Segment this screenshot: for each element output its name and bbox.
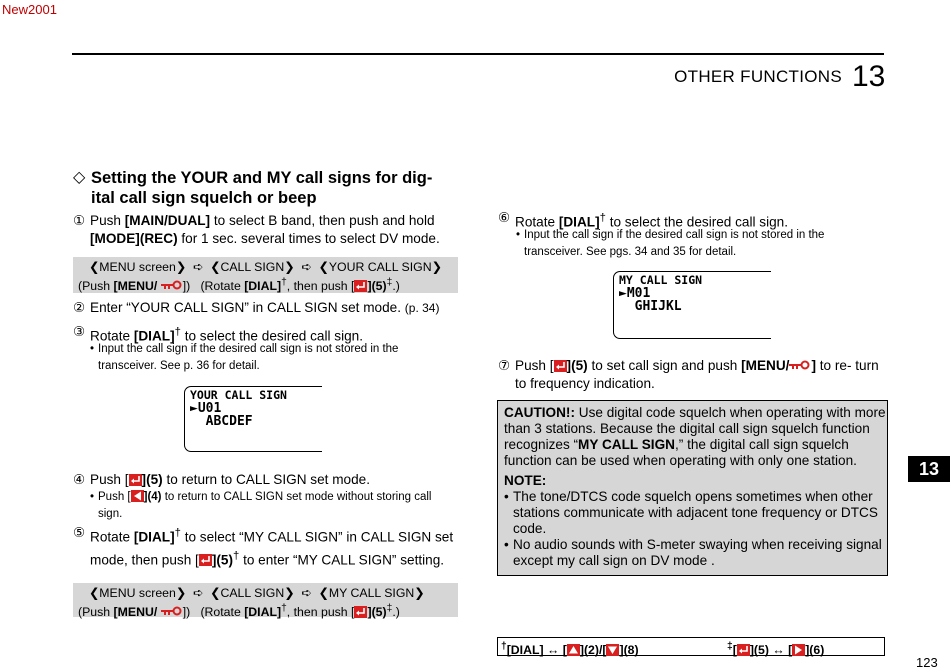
key-lock-icon — [157, 605, 182, 619]
dial-key: [DIAL] — [558, 214, 600, 230]
note-3 — [90, 341, 458, 375]
section-title: OTHER FUNCTIONS — [674, 67, 842, 86]
heading-line-2: ital call sign squelch or beep — [91, 189, 317, 207]
box-text: (Push — [78, 605, 114, 620]
arrow-icon: ➪ — [192, 260, 204, 274]
menu-key: [MENU/ — [113, 605, 158, 620]
legend-text: [ — [562, 643, 567, 658]
caution-bullet — [504, 489, 887, 537]
key-number: ](4) — [143, 491, 162, 503]
lcd-display-my-call-sign — [613, 271, 771, 339]
main-dual-key: [MAIN/DUAL] — [124, 213, 211, 228]
enter-key-icon — [354, 606, 367, 618]
lcd-line-2: ►M01 — [619, 286, 651, 301]
step-number-3: ③ — [73, 324, 86, 339]
caution-box — [497, 400, 888, 576]
caution-bullet — [504, 537, 887, 569]
step-number-7: ⑦ — [498, 358, 511, 373]
step-number-6: ⑥ — [498, 210, 511, 225]
left-arrow-key-icon — [131, 490, 144, 502]
step-2 — [73, 299, 460, 317]
dial-key: [DIAL] — [133, 328, 175, 344]
dagger: † — [501, 641, 507, 652]
step-1 — [73, 212, 460, 248]
dial-key: [DIAL] — [244, 605, 282, 620]
watermark: New2001 — [2, 2, 57, 17]
bullet: • — [90, 343, 95, 355]
step-number-4: ④ — [73, 472, 86, 487]
enter-key-icon — [737, 644, 750, 656]
step-text: to select B band, then push and hold — [210, 213, 435, 228]
right-arrow-key-icon — [792, 644, 805, 656]
arrow-icon: ➪ — [301, 260, 312, 274]
menu-key: [MENU/ — [741, 358, 790, 373]
box-text: ]) — [182, 279, 191, 294]
dagger: † — [281, 603, 287, 614]
key-legend-footer — [497, 637, 885, 656]
arrow-icon: ➪ — [192, 586, 204, 600]
legend-text: [ — [732, 643, 737, 658]
note-6 — [516, 227, 884, 261]
double-dagger: ‡ — [727, 641, 733, 652]
up-arrow-key-icon — [567, 644, 580, 656]
bullet-text: No audio sounds with S-meter swaying when receiving signal except my call sign on DV mode . — [513, 537, 882, 568]
dagger: † — [281, 277, 287, 288]
step-5 — [73, 524, 460, 569]
enter-key-icon — [554, 359, 567, 371]
note-text: Push [ — [98, 491, 131, 503]
box-text: (Rotate — [200, 279, 245, 294]
dial-key: [DIAL] — [244, 279, 282, 294]
lcd-line-3: GHIJKL — [619, 299, 682, 314]
caution-bold: MY CALL SIGN — [578, 437, 675, 452]
bullet: • — [516, 229, 521, 241]
lcd-display-your-call-sign — [184, 386, 322, 452]
menu-path-item: ❮MY CALL SIGN❯ — [318, 586, 425, 600]
key-number: ](5) — [367, 605, 387, 620]
caution-text: Use digital code squelch when operating with more than 3 stations. Because the digital call sign squelch function recognizes “ — [504, 405, 886, 452]
dial-key: [DIAL] — [506, 643, 544, 658]
menu-path-item: ❮MENU screen❯ — [89, 586, 187, 600]
double-arrow-icon: ↔ — [772, 643, 785, 658]
step-text: for 1 sec. several times to select DV mode. — [177, 231, 440, 246]
step-text: to return to CALL SIGN set mode. — [162, 472, 370, 487]
lcd-line-2: ►U01 — [190, 401, 222, 416]
step-4 — [73, 471, 460, 489]
lcd-line-1: MY CALL SIGN — [619, 273, 703, 287]
step-text: Rotate — [515, 214, 559, 230]
menu-path-item: ❮CALL SIGN❯ — [210, 260, 295, 274]
key-number: ](5) — [211, 552, 233, 568]
section-heading — [73, 168, 463, 208]
step-text: to select “MY CALL SIGN” in CALL SIGN set mode, then push [ — [90, 529, 454, 568]
double-dagger: ‡ — [386, 603, 393, 614]
box-text: (Push — [78, 279, 114, 294]
double-dagger: ‡ — [386, 277, 393, 288]
menu-path-box-1 — [73, 257, 458, 293]
box-text: , then push [ — [286, 605, 355, 620]
box-text: , then push [ — [286, 279, 355, 294]
box-text: ]) — [182, 605, 191, 620]
step-text: to re- turn to frequency indication. — [515, 358, 879, 391]
legend-text: ](8) — [619, 643, 639, 658]
key-lock-icon — [789, 358, 811, 373]
key-number: ](5) — [566, 358, 588, 373]
caution-label: CAUTION!: — [504, 405, 575, 420]
lcd-line-3: ABCDEF — [190, 414, 253, 429]
legend-text: ](2)/[ — [579, 643, 607, 658]
section-number: 13 — [852, 60, 886, 93]
header-rule — [72, 53, 884, 55]
step-number-1: ① — [73, 213, 86, 228]
step-7 — [498, 357, 885, 393]
menu-path-item: ❮CALL SIGN❯ — [210, 586, 295, 600]
down-arrow-key-icon — [606, 644, 619, 656]
step-text: to select the desired call sign. — [180, 328, 364, 344]
key-number: ](5) — [141, 472, 163, 487]
page-ref: (p. 34) — [404, 301, 440, 315]
step-number-5: ⑤ — [73, 525, 86, 540]
note-text: Input the call sign if the desired call sign is not stored in the transceiver. See pgs. 34 and 35 for detail. — [524, 229, 825, 258]
bullet: • — [90, 491, 95, 503]
dagger: † — [174, 527, 181, 539]
lcd-line-1: YOUR CALL SIGN — [190, 388, 287, 402]
note-label: NOTE: — [504, 473, 547, 488]
box-text: (Rotate — [200, 605, 245, 620]
step-text: Push [ — [515, 358, 554, 373]
note-text: to return to CALL SIGN set mode without storing call sign. — [98, 491, 432, 520]
mode-key: [MODE](REC) — [90, 231, 178, 246]
step-number-2: ② — [73, 300, 86, 315]
menu-path-item: ❮YOUR CALL SIGN❯ — [318, 260, 442, 274]
legend-text: ](6) — [805, 643, 825, 658]
legend-text: ](5) — [749, 643, 769, 658]
dagger: † — [232, 549, 240, 562]
chapter-tab: 13 — [908, 456, 950, 482]
note-text: Input the call sign if the desired call sign is not stored in the transceiver. See p. 36 for detail. — [98, 343, 399, 372]
page-number: 123 — [916, 655, 938, 670]
step-text: Rotate — [90, 328, 134, 344]
key-number: ](5) — [367, 279, 387, 294]
legend-text: [ — [788, 643, 793, 658]
menu-path-item: ❮MENU screen❯ — [89, 260, 187, 274]
menu-key: [MENU/ — [113, 279, 158, 294]
double-arrow-icon: ↔ — [547, 643, 560, 658]
step-text: to select the desired call sign. — [605, 214, 789, 230]
bullet: • — [504, 489, 509, 504]
menu-path-box-2 — [73, 583, 458, 620]
enter-key-icon — [354, 280, 367, 292]
step-text: Push [ — [90, 472, 129, 487]
step-text: to set call sign and push — [587, 358, 742, 373]
key-lock-icon — [157, 279, 182, 293]
box-text: .) — [392, 605, 400, 620]
dagger: † — [174, 326, 181, 338]
bullet: • — [504, 537, 509, 552]
enter-key-icon — [129, 473, 142, 485]
bullet-text: The tone/DTCS code squelch opens sometimes when other stations communicate with adjacent tone frequency or DTCS code. — [513, 489, 878, 536]
menu-key-close: ] — [811, 358, 816, 373]
enter-key-icon — [199, 553, 212, 565]
arrow-icon: ➪ — [301, 586, 312, 600]
step-text: Rotate — [90, 529, 134, 545]
caution-text: ,” the digital call sign squelch function can be used when operating with only one station. — [504, 437, 857, 468]
step-text: Enter “YOUR CALL SIGN” in CALL SIGN set mode. — [90, 300, 401, 315]
box-text: .) — [392, 279, 400, 294]
heading-line-1: Setting the YOUR and MY call signs for dig- — [91, 169, 433, 187]
caution-paragraph — [504, 405, 887, 469]
diamond-icon: ◇ — [73, 169, 86, 186]
dial-key: [DIAL] — [133, 529, 175, 545]
step-text: to enter “MY CALL SIGN” setting. — [239, 552, 445, 568]
dagger: † — [599, 212, 606, 224]
note-4 — [90, 489, 458, 523]
step-text: Push — [90, 213, 125, 228]
